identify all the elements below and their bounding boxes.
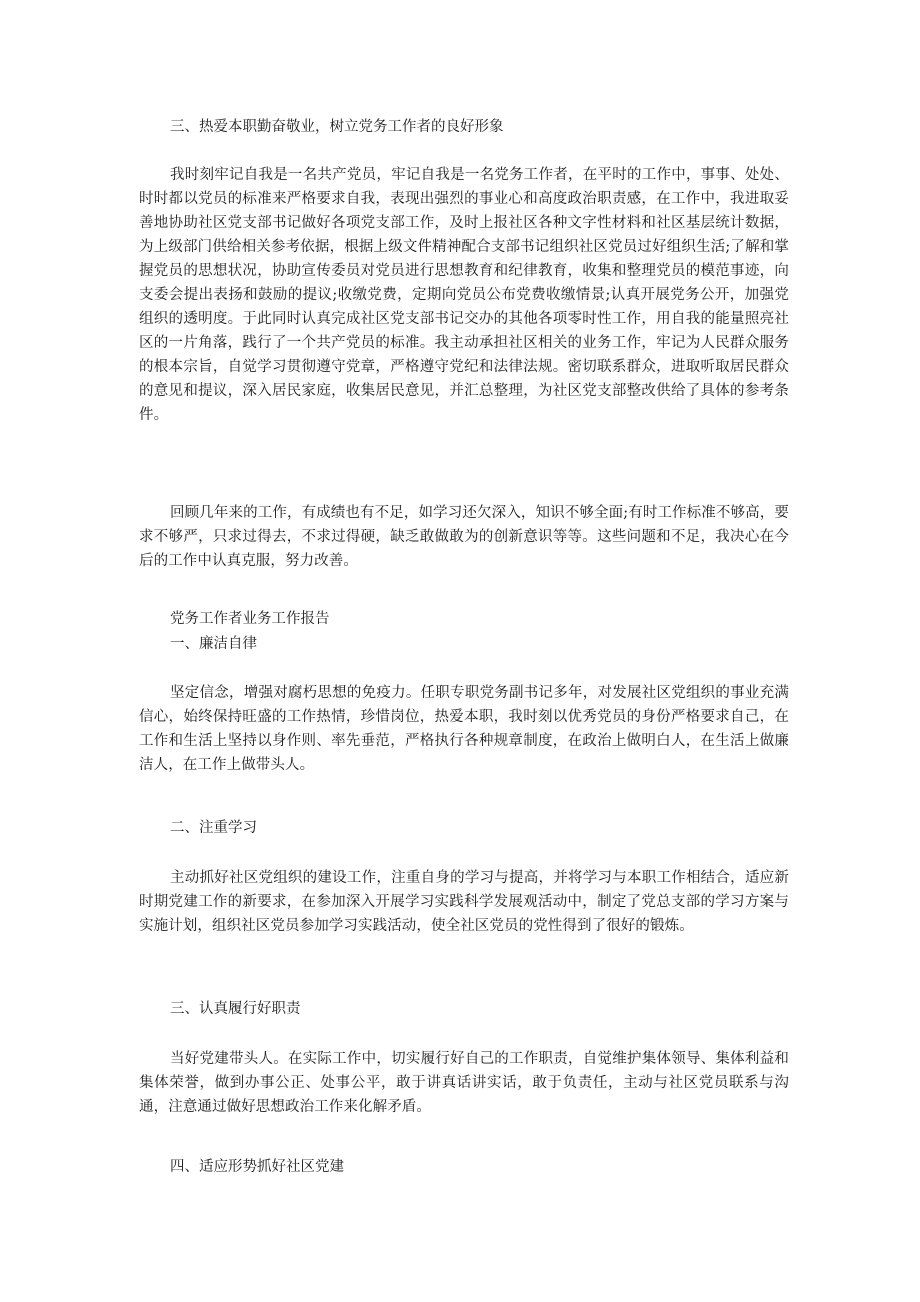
paragraph: 主动抓好社区党组织的建设工作，注重自身的学习与提高，并将学习与本职工作相结合，适应新时期党建工作的新要求，在参加深入开展学习实践科学发展观活动中，制定了党总支部的学习方案与实施计划，组织社区党员参加学习实践活动，使全社区党员的党性得到了很好的锻炼。 — [139, 870, 789, 934]
paragraph: 我时刻牢记自我是一名共产党员，牢记自我是一名党务工作者，在平时的工作中，事事、处处、时时都以党员的标准来严格要求自我，表现出强烈的事业心和高度政治职责感，在工作中，我进取妥善地协助社区党支部书记做好各项党支部工作，及时上报社区各种文字性材料和社区基层统计数据，为上级部门供给相关参考依据，根据上级文件精神配合支部书记组织社区党员过好组织生活;了解和掌握党员的思想状况，协助宣传委员对党员进行思想教育和纪律教育，收集和整理党员的模范事迹，向支委会提出表扬和鼓励的提议;收缴党费，定期向党员公布党费收缴情景;认真开展党务公开，加强党组织的透明度。于此同时认真完成社区党支部书记交办的其他各项零时性工作，用自我的能量照亮社区的一片角落，践行了一个共产党员的标准。我主动承担社区相关的业务工作，牢记为人民群众服务的根本宗旨，自觉学习贯彻遵守党章，严格遵守党纪和法律法规。密切联系群众，进取听取居民群众的意见和提议，深入居民家庭，收集居民意见，并汇总整理，为社区党支部整改供给了具体的参考条件。 — [139, 167, 789, 423]
section-heading: 三、热爱本职勤奋敬业，树立党务工作者的良好形象 — [170, 119, 504, 135]
section-heading: 四、适应形势抓好社区党建 — [170, 1159, 344, 1175]
section-heading: 三、认真履行好职责 — [170, 1001, 301, 1017]
section-heading: 一、廉洁自律 — [170, 636, 257, 652]
paragraph: 当好党建带头人。在实际工作中，切实履行好自己的工作职责，自觉维护集体领导、集体利益和集体荣誉，做到办事公正、处事公平，敢于讲真话讲实话，敢于负责任，主动与社区党员联系与沟通，注意通过做好思想政治工作来化解矛盾。 — [139, 1051, 789, 1115]
paragraph: 回顾几年来的工作，有成绩也有不足，如学习还欠深入，知识不够全面;有时工作标准不够高，要求不够严，只求过得去，不求过得硬，缺乏敢做敢为的创新意识等等。这些问题和不足，我决心在今后的工作中认真克服，努力改善。 — [139, 505, 789, 569]
section-heading: 二、注重学习 — [170, 820, 257, 836]
report-title: 党务工作者业务工作报告 — [170, 611, 330, 627]
paragraph: 坚定信念，增强对腐朽思想的免疫力。任职专职党务副书记多年，对发展社区党组织的事业充满信心，始终保持旺盛的工作热情，珍惜岗位，热爱本职，我时刻以优秀党员的身份严格要求自己，在工作和生活上坚持以身作则、率先垂范，严格执行各种规章制度，在政治上做明白人，在生活上做廉洁人，在工作上做带头人。 — [139, 685, 789, 773]
